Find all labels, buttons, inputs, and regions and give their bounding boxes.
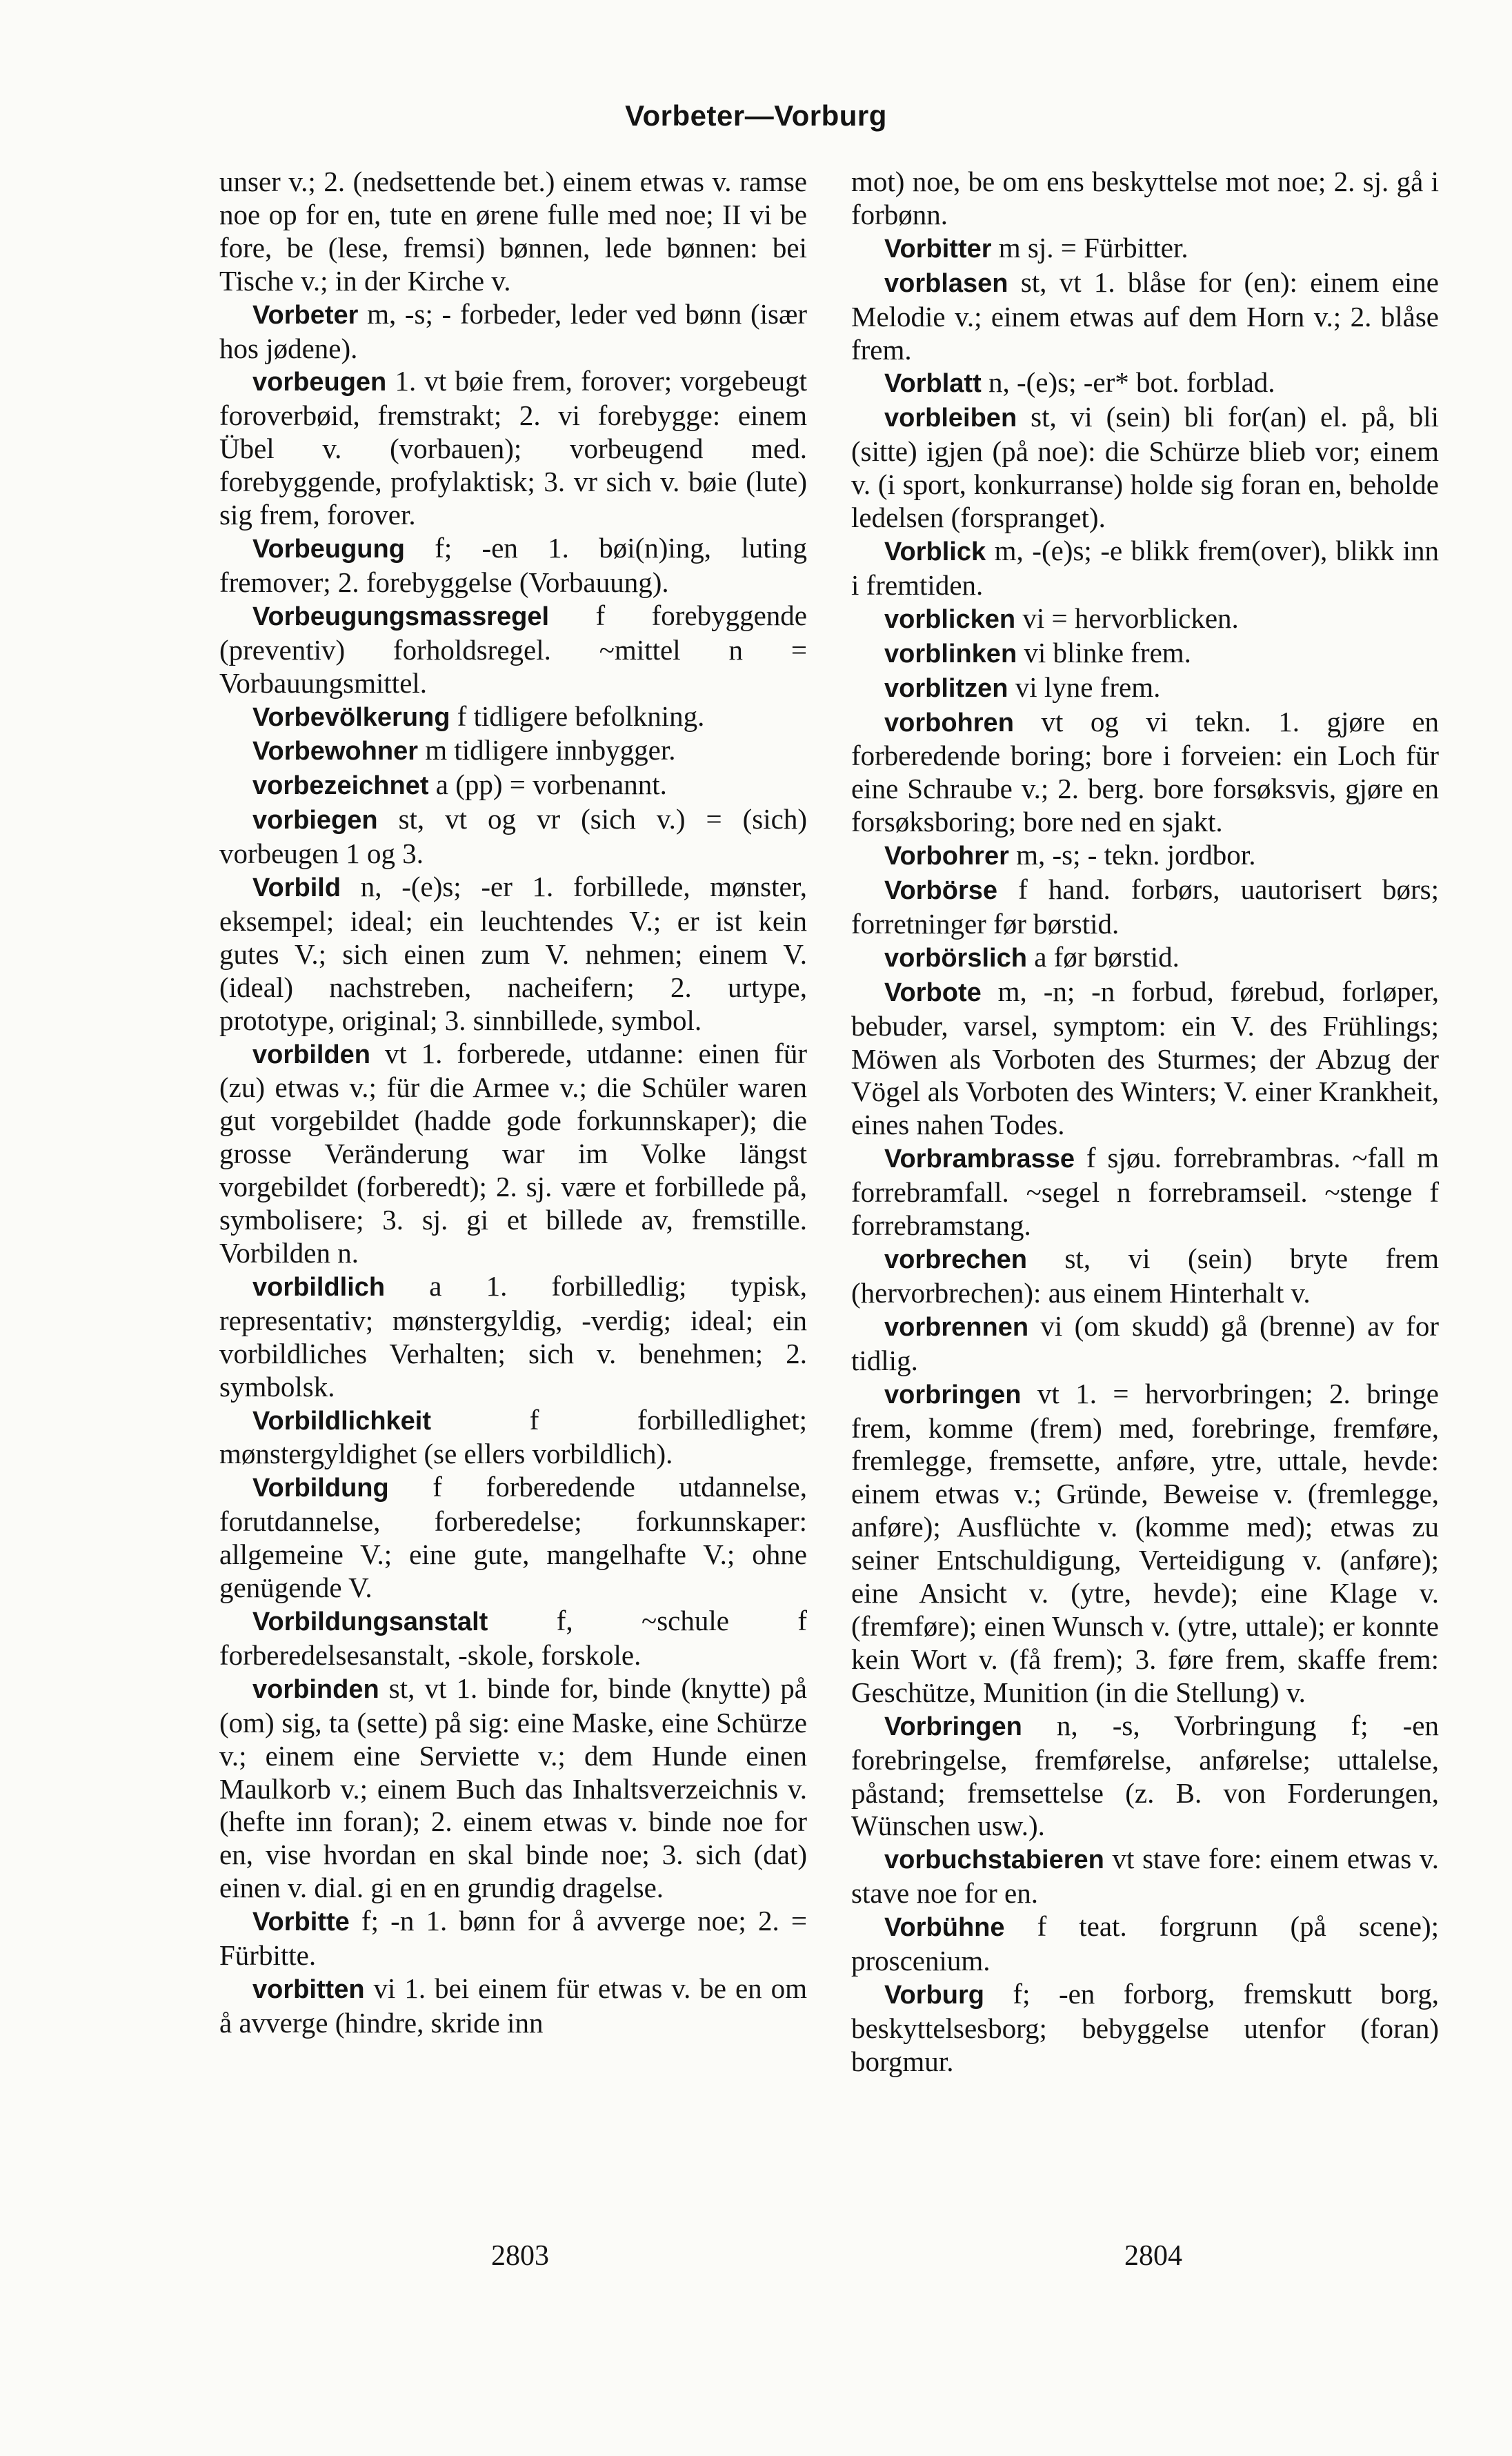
- dictionary-entry: [851, 873, 1439, 941]
- dictionary-entry: [851, 1710, 1439, 1843]
- entry-text: n, -(e)s; -er 1. forbillede, mønster, eksempel; ideal; ein leuchtendes V.; er ist kein gutes V.; sich einen zum V. nehmen; einem V. (ideal) nachstreben, nacheifern; 2. urtype, prototype, original; 3. sinnbillede, symbol.: [219, 871, 807, 1036]
- dictionary-entry: [851, 706, 1439, 840]
- dictionary-entry: [851, 366, 1439, 401]
- headword: Vorbeugungsmassregel: [252, 602, 550, 631]
- entry-text: m, -s; - tekn. jordbor.: [1008, 839, 1256, 871]
- headword: vorbildlich: [252, 1272, 386, 1302]
- dictionary-entry: [219, 1270, 807, 1404]
- dictionary-entry: [219, 871, 807, 1038]
- dictionary-entry: [219, 1471, 807, 1605]
- headword: vorbörslich: [884, 943, 1027, 973]
- entry-text: unser v.; 2. (nedsettende bet.) einem etwas v. ramse noe op for en, tute en ørene fulle med noe; II vi be fore, be (lese, fremsi) bønnen, lede bønnen: bei Tische v.; in der Kirche v.: [219, 166, 807, 297]
- entry-text: mot) noe, be om ens beskyttelse mot noe; 2. sj. gå i forbønn.: [851, 166, 1439, 230]
- dictionary-entry: [219, 1905, 807, 1972]
- dictionary-entry: [219, 365, 807, 532]
- headword: vorbeugen: [252, 368, 387, 397]
- dictionary-entry: [851, 941, 1439, 976]
- dictionary-entry: [851, 976, 1439, 1142]
- entry-text: f teat. forgrunn (på scene); proscenium.: [851, 1910, 1439, 1977]
- headword: Vorbohrer: [884, 842, 1009, 871]
- headword: vorbringen: [884, 1380, 1022, 1409]
- entry-text: f forebyggende (preventiv) forholdsregel. ~mittel n = Vorbauungsmittel.: [219, 599, 807, 699]
- headword: vorblasen: [884, 268, 1008, 298]
- entry-text: a (pp) = vorbenannt.: [428, 769, 667, 801]
- entry-text: st, vi (sein) bli for(an) el. på, bli (sitte) igjen (på noe): die Schürze blieb vor; einem v. (i sport, konkurranse) holde sig foran en, beholde ledelsen (forspranget).: [851, 401, 1439, 534]
- entry-text: n, -s, Vorbringung f; -en forebringelse, fremførelse, anførelse; uttalelse, påstand; fremsettelse (z. B. von Forderungen, Wünschen usw.).: [851, 1709, 1439, 1842]
- dictionary-entry: [219, 1038, 807, 1270]
- entry-text: vi = hervorblicken.: [1015, 602, 1239, 634]
- headword: vorbitten: [252, 1974, 365, 2004]
- headword: Vorbühne: [884, 1913, 1005, 1943]
- headword: vorbrennen: [884, 1312, 1029, 1342]
- headword: Vorbrambrasse: [884, 1145, 1075, 1174]
- dictionary-entry: [219, 700, 807, 735]
- entry-text: vi blinke frem.: [1017, 636, 1191, 669]
- dictionary-entry: [851, 1978, 1439, 2079]
- headword: Vorbringen: [884, 1712, 1022, 1741]
- headword: Vorbildungsanstalt: [252, 1607, 488, 1636]
- entry-text: f, ~schule f forberedelsesanstalt, -skole, forskole.: [219, 1604, 807, 1671]
- entry-text: st, vt 1. binde for, binde (knytte) på (om) sig, ta (sette) på sig: eine Maske, eine Schürze v.; einem eine Serviette v.; dem Hunde einen Maulkorb v.; einem Buch das Inhaltsverzeichnis v. (hefte inn foran); 2. einem etwas v. binde noe for en, vise hvordan en skal binde noe; 3. sich (dat) einen v. dial. gi en en grundig dragelse.: [219, 1672, 807, 1904]
- headword: vorblinken: [884, 639, 1017, 669]
- entry-text: f tidligere befolkning.: [450, 700, 705, 732]
- dictionary-entry: [219, 532, 807, 600]
- dictionary-entry: [219, 769, 807, 803]
- dictionary-entry: [851, 1843, 1439, 1910]
- entry-text: m, -n; -n forbud, førebud, forløper, bebuder, varsel, symptom: ein V. des Frühlings; Möwen als Vorboten des Sturmes; der Abzug der Vögel als Vorboten des Winters; V. einer Krankheit, eines nahen Todes.: [851, 975, 1439, 1141]
- headword: vorbiegen: [252, 806, 378, 835]
- entry-text: vt 1. = hervorbringen; 2. bringe frem, komme (frem) med, forebringe, fremføre, fremlegge, fremsette, anføre, ytre, uttale, hevde: einem etwas v.; Gründe, Beweise v. (fremlegge, anføre); Ausflüchte v. (komme med); etwas zu seiner Entschuldigung, Verteidigung v. (anføre); eine Ansicht v. (ytre, hevde); eine Klage v. (fremføre); einen Wunsch v. (ytre, uttale); er konnte kein Wort v. (få frem); 3. føre frem, skaffe frem: Geschütze, Munition (in die Stellung) v.: [851, 1377, 1439, 1708]
- dictionary-entry: [851, 535, 1439, 602]
- running-head: Vorbeter—Vorburg: [625, 99, 887, 132]
- entry-text: st, vi (sein) bryte frem (hervorbrechen): aus einem Hinterhalt v.: [851, 1242, 1439, 1309]
- headword: Vorbeter: [252, 300, 359, 330]
- entry-text: a 1. forbilledlig; typisk, representativ; mønstergyldig, -verdig; ideal; ein vorbildliches Verhalten; sich v. benehmen; 2. symbolsk.: [219, 1269, 807, 1403]
- entry-text: f; -n 1. bønn for å avverge noe; 2. = Fürbitte.: [219, 1905, 807, 1972]
- dictionary-entry: [851, 839, 1439, 873]
- entry-text: st, vt 1. blåse for (en): einem eine Melodie v.; einem etwas auf dem Horn v.; 2. blåse frem.: [851, 266, 1439, 366]
- entry-text: vt stave fore: einem etwas v. stave noe for en.: [851, 1843, 1439, 1910]
- headword: Vorbitte: [252, 1908, 350, 1937]
- entry-text: f; -en forborg, fremskutt borg, beskyttelsesborg; bebyggelse utenfor (foran) borgmur.: [851, 1977, 1439, 2077]
- page-number-left: 2803: [491, 2240, 549, 2272]
- headword: Vorbote: [884, 978, 982, 1007]
- dictionary-entry: [851, 1378, 1439, 1710]
- headword: Vorbörse: [884, 876, 998, 906]
- entry-continuation: [851, 166, 1439, 232]
- headword: vorblicken: [884, 604, 1016, 634]
- entry-text: f; -en 1. bøi(n)ing, luting fremover; 2. forebyggelse (Vorbauung).: [219, 531, 807, 598]
- entry-text: vi (om skudd) gå (brenne) av for tidlig.: [851, 1309, 1439, 1376]
- dictionary-entry: [851, 671, 1439, 706]
- entry-text: f forbilledlighet; mønstergyldighet (se ellers vorbildlich).: [219, 1403, 807, 1470]
- headword: Vorblatt: [884, 369, 982, 399]
- headword: Vorbewohner: [252, 737, 418, 766]
- dictionary-entry: [219, 1672, 807, 1905]
- entry-text: vi 1. bei einem für etwas v. be en om å avverge (hindre, skride inn: [219, 1972, 807, 2039]
- entry-text: vt og vi tekn. 1. gjøre en forberedende boring; bore i forveien: ein Loch für eine Schraube v.; 2. berg. bore forsøksvis, gjøre en forsøksboring; bore ned en sjakt.: [851, 705, 1439, 838]
- dictionary-entry: [219, 803, 807, 871]
- entry-text: st, vt og vr (sich v.) = (sich) vorbeugen 1 og 3.: [219, 803, 807, 870]
- entry-text: m, -s; - forbeder, leder ved bønn (især hos jødene).: [219, 297, 807, 364]
- dictionary-entry: [219, 734, 807, 769]
- headword: vorblitzen: [884, 673, 1008, 703]
- headword: Vorbildung: [252, 1474, 389, 1503]
- headword: Vorbildlichkeit: [252, 1406, 432, 1436]
- right-column: [851, 166, 1439, 2079]
- entry-text: n, -(e)s; -er* bot. forblad.: [981, 366, 1275, 399]
- dictionary-entry: [851, 1142, 1439, 1242]
- dictionary-entry: [851, 266, 1439, 367]
- dictionary-entry: [219, 1404, 807, 1472]
- entry-text: f hand. forbørs, uautorisert børs; forretninger før børstid.: [851, 873, 1439, 940]
- headword: vorbilden: [252, 1040, 371, 1069]
- dictionary-entry: [219, 298, 807, 366]
- left-column: [219, 166, 807, 2040]
- dictionary-entry: [851, 637, 1439, 671]
- headword: Vorbevölkerung: [252, 702, 450, 732]
- entry-continuation: [219, 166, 807, 298]
- page-number-right: 2804: [1124, 2240, 1182, 2272]
- dictionary-entry: [851, 232, 1439, 266]
- dictionary-entry: [851, 1242, 1439, 1310]
- entry-text: m sj. = Fürbitter.: [991, 231, 1188, 264]
- entry-text: vt 1. forberede, utdanne: einen für (zu) etwas v.; für die Armee v.; die Schüler waren gut vorgebildet (hadde gode forkunnskaper); die grosse Veränderung war im Volke längst vorgebildet (forberedt); 2. sj. være et forbillede på, symbolisere; 3. sj. gi et billede av, fremstille. Vorbilden n.: [219, 1037, 807, 1269]
- dictionary-entry: [851, 1310, 1439, 1378]
- dictionary-entry: [219, 1605, 807, 1672]
- entry-text: 1. vt bøie frem, forover; vorgebeugt foroverbøid, fremstrakt; 2. vi forebygge: einem Übel v. (vorbauen); vorbeugend med. forebyggende, profylaktisk; 3. vr sich v. bøie (lute) sig frem, forover.: [219, 365, 807, 531]
- headword: Vorblick: [884, 537, 986, 566]
- entry-text: a før børstid.: [1026, 940, 1180, 973]
- headword: vorbrechen: [884, 1245, 1027, 1274]
- entry-text: m tidligere innbygger.: [418, 734, 676, 766]
- dictionary-entry: [219, 1972, 807, 2040]
- dictionary-entry: [851, 1910, 1439, 1978]
- headword: vorbuchstabieren: [884, 1845, 1104, 1875]
- headword: Vorbeugung: [252, 534, 405, 564]
- dictionary-entry: [851, 401, 1439, 535]
- entry-text: m, -(e)s; -e blikk frem(over), blikk inn i fremtiden.: [851, 534, 1439, 601]
- headword: vorbleiben: [884, 404, 1017, 433]
- headword: Vorbitter: [884, 234, 992, 264]
- entry-text: vi lyne frem.: [1008, 671, 1161, 703]
- dictionary-entry: [851, 602, 1439, 637]
- headword: Vorburg: [884, 1980, 984, 2010]
- entry-text: f forberedende utdannelse, forutdannelse, forberedelse; forkunnskaper: allgemeine V.; eine gute, mangelhafte V.; ohne genügende V.: [219, 1471, 807, 1604]
- headword: vorbinden: [252, 1674, 379, 1704]
- headword: vorbohren: [884, 708, 1014, 737]
- headword: vorbezeichnet: [252, 771, 429, 801]
- entry-text: f sjøu. forrebrambras. ~fall m forrebramfall. ~segel n forrebramseil. ~stenge f forrebramstang.: [851, 1142, 1439, 1242]
- dictionary-entry: [219, 600, 807, 700]
- headword: Vorbild: [252, 873, 341, 903]
